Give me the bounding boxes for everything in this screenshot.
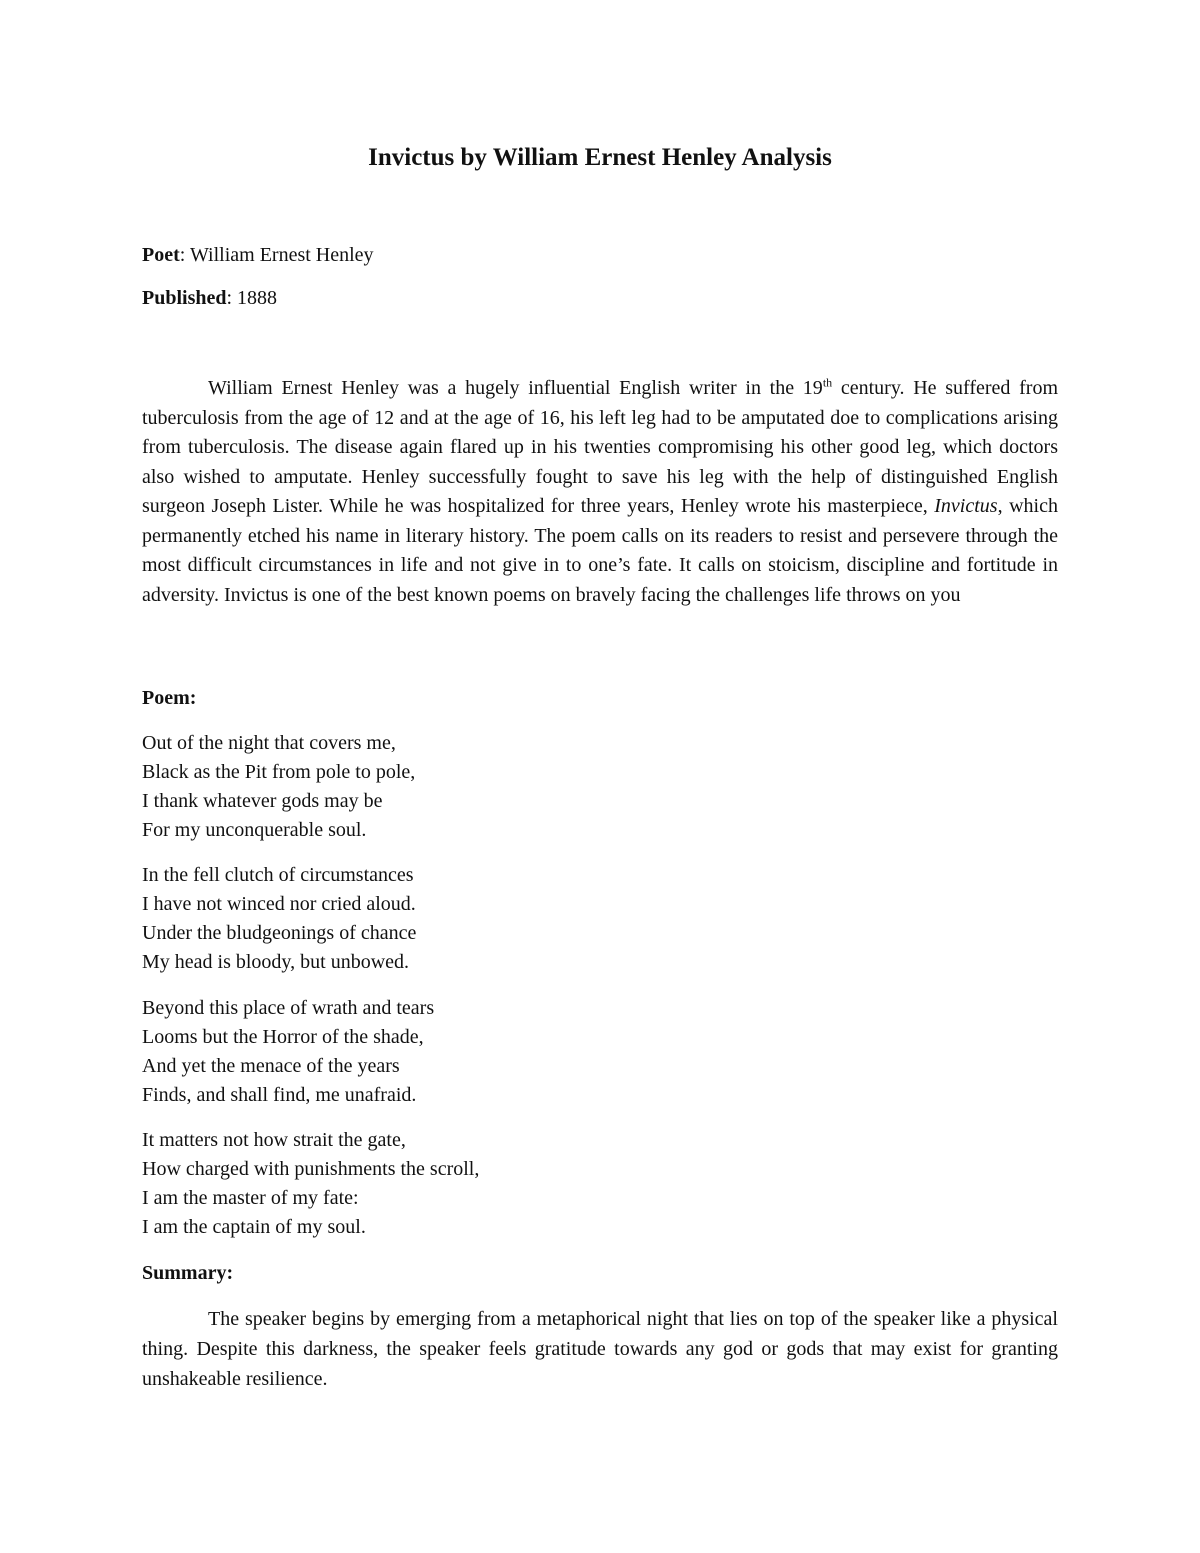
poem-line: I am the captain of my soul. <box>142 1216 366 1238</box>
published-line <box>142 284 277 312</box>
poem-line: Beyond this place of wrath and tears <box>142 997 435 1019</box>
poem-stanza-4 <box>142 1126 479 1242</box>
poem-line: In the fell clutch of circumstances <box>142 864 414 886</box>
published-label: Published <box>142 287 227 309</box>
intro-paragraph <box>142 374 1058 610</box>
poem-line: Looms but the Horror of the shade, <box>142 1026 424 1048</box>
poem-line: Out of the night that covers me, <box>142 732 396 754</box>
poem-stanza-3 <box>142 994 434 1110</box>
intro-text-3: , which permanently etched his name in literary history. The poem calls on its readers to resist and persevere through the most difficult circumstances in life and not give in to one’s fate. It calls on stoicism, discipline and fortitude in adversity. Invictus is one of the best known poems on bravely facing the challenges life throws on you <box>142 495 1058 606</box>
poem-line: I thank whatever gods may be <box>142 790 383 812</box>
poem-line: I am the master of my fate: <box>142 1187 359 1209</box>
poem-line: My head is bloody, but unbowed. <box>142 951 410 973</box>
published-value: : 1888 <box>226 287 278 309</box>
poem-line: For my unconquerable soul. <box>142 819 367 841</box>
intro-text-2: century. He suffered from tuberculosis from the age of 12 and at the age of 16, his left leg had to be amputated doe to complications arising from tuberculosis. The disease again flared up in his twenties compromising his other good leg, which doctors also wished to amputate. Henley successfully fought to save his leg with the help of distinguished English surgeon Joseph Lister. While he was hospitalized for three years, Henley wrote his masterpiece, <box>142 377 1058 517</box>
poem-stanza-1 <box>142 729 415 845</box>
poem-stanza-2 <box>142 861 416 977</box>
poem-line: Finds, and shall find, me unafraid. <box>142 1084 417 1106</box>
intro-text-1: William Ernest Henley was a hugely influential English writer in the 19 <box>208 377 823 399</box>
summary-heading: Summary: <box>142 1262 234 1284</box>
poem-heading: Poem: <box>142 687 197 709</box>
poem-line: It matters not how strait the gate, <box>142 1129 406 1151</box>
summary-paragraph <box>142 1304 1058 1394</box>
summary-text: The speaker begins by emerging from a metaphorical night that lies on top of the speaker like a physical thing. Despite this darkness, the speaker feels gratitude towards any god or gods that may exist for granting unshakeable resilience. <box>142 1308 1058 1390</box>
poet-label: Poet <box>142 244 180 266</box>
intro-italic-title: Invictus <box>934 495 998 517</box>
poem-line: Black as the Pit from pole to pole, <box>142 761 416 783</box>
poem-line: I have not winced nor cried aloud. <box>142 893 416 915</box>
poet-value: : William Ernest Henley <box>179 244 374 266</box>
intro-superscript: th <box>822 375 833 390</box>
poem-line: And yet the menace of the years <box>142 1055 400 1077</box>
poem-line: How charged with punishments the scroll, <box>142 1158 480 1180</box>
document-title: Invictus by William Ernest Henley Analysis <box>368 144 832 171</box>
poet-line <box>142 241 374 269</box>
poem-line: Under the bludgeonings of chance <box>142 922 417 944</box>
